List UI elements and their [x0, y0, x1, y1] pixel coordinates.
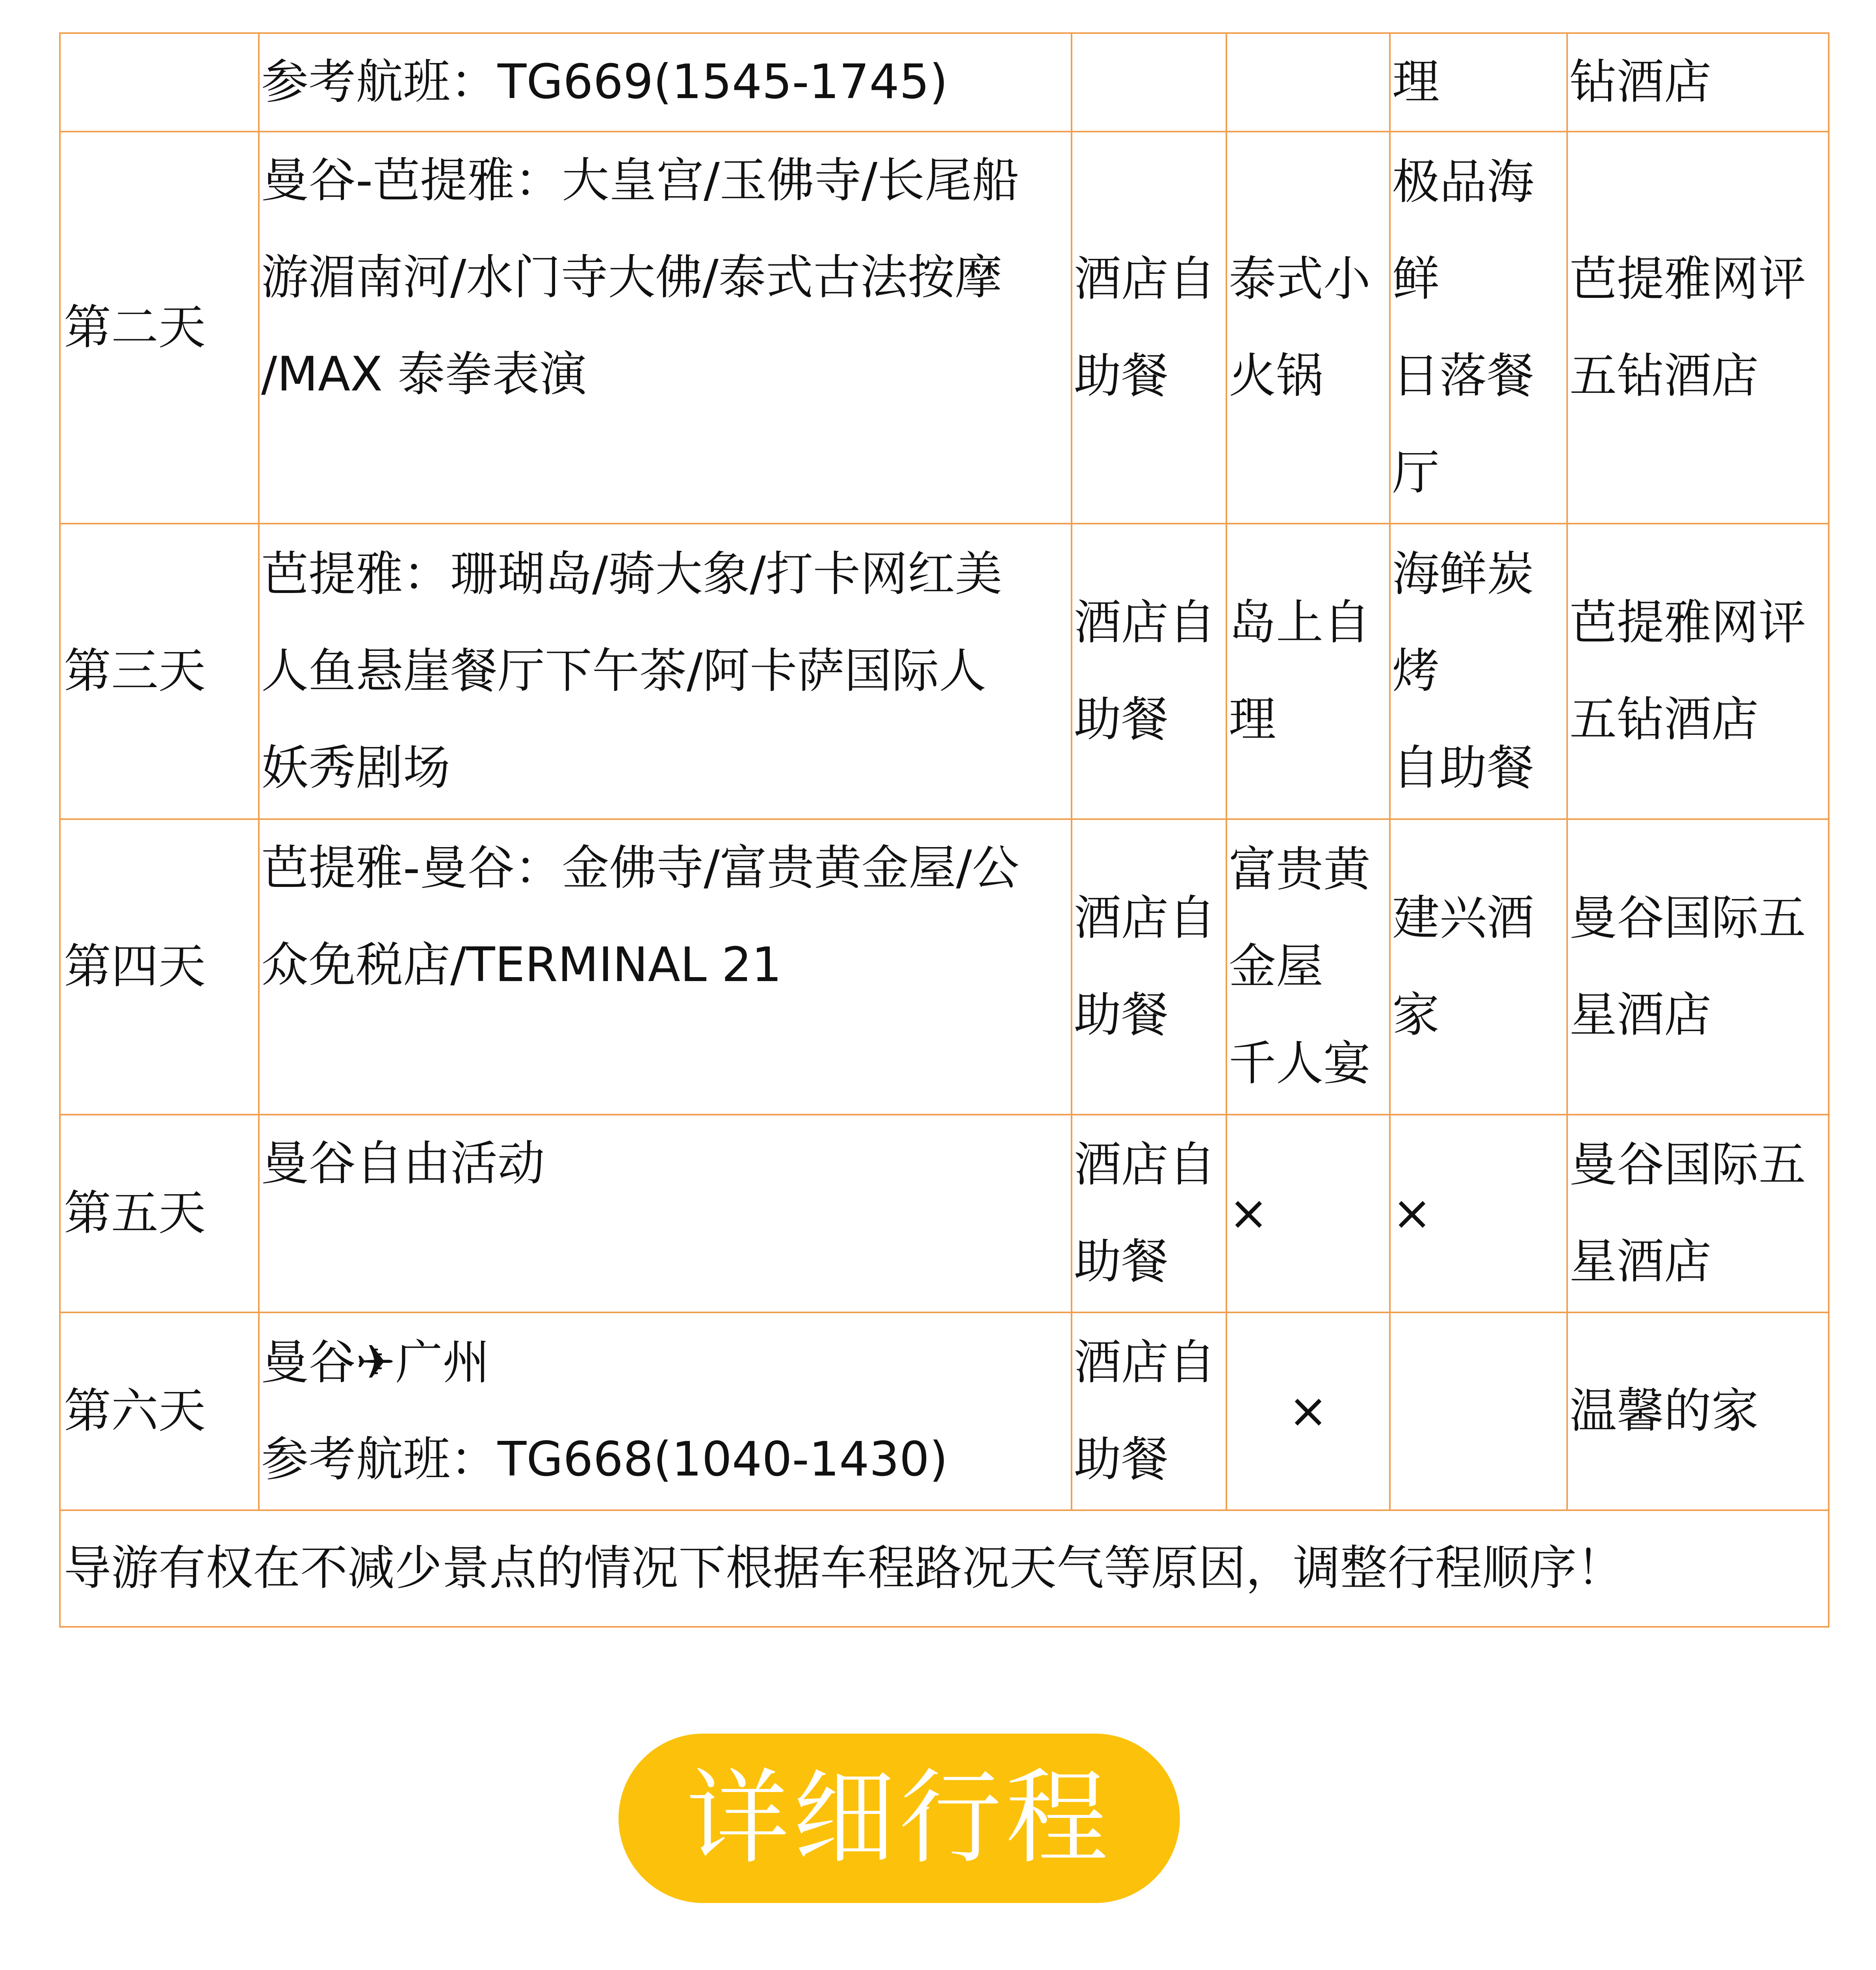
- itinerary-cell: 芭提雅：珊瑚岛/骑大象/打卡网红美 人鱼悬崖餐厅下午茶/阿卡萨国际人 妖秀剧场: [259, 524, 1072, 819]
- day-cell: [60, 33, 259, 132]
- table-row: [60, 33, 1829, 132]
- hotel-cell: 曼谷国际五 星酒店: [1567, 819, 1829, 1115]
- hotel-cell: 钻酒店: [1567, 33, 1829, 132]
- breakfast-cell: [1072, 33, 1226, 132]
- lunch-cell: [1226, 33, 1390, 132]
- hotel-cell: 曼谷国际五 星酒店: [1567, 1115, 1829, 1312]
- hotel-cell: 芭提雅网评 五钻酒店: [1567, 524, 1829, 819]
- itinerary-note: 导游有权在不减少景点的情况下根据车程路况天气等原因，调整行程顺序！: [60, 1510, 1829, 1627]
- lunch-cell: ×: [1226, 1115, 1390, 1312]
- section-title-badge: 详细行程: [619, 1734, 1180, 1903]
- dinner-cell: 海鲜炭 烤 自助餐: [1390, 524, 1567, 819]
- breakfast-cell: 酒店自 助餐: [1072, 524, 1226, 819]
- hotel-cell: 温馨的家: [1567, 1312, 1829, 1510]
- day-cell: 第三天: [60, 524, 259, 819]
- table-row: [60, 819, 1829, 1115]
- itinerary-cell: 曼谷自由活动: [259, 1115, 1072, 1312]
- breakfast-cell: 酒店自 助餐: [1072, 1312, 1226, 1510]
- lunch-cell: ×: [1226, 1312, 1390, 1510]
- breakfast-cell: 酒店自 助餐: [1072, 819, 1226, 1115]
- dinner-cell: 极品海 鲜 日落餐 厅: [1390, 132, 1567, 524]
- day-cell: 第六天: [60, 1312, 259, 1510]
- dinner-cell: 建兴酒 家: [1390, 819, 1567, 1115]
- itinerary-cell: 参考航班：TG669(1545-1745): [259, 33, 1072, 132]
- breakfast-cell: 酒店自 助餐: [1072, 1115, 1226, 1312]
- dinner-cell: ×: [1390, 1115, 1567, 1312]
- table-row: [60, 132, 1829, 524]
- itinerary-cell: 曼谷-芭提雅：大皇宫/玉佛寺/长尾船 游湄南河/水门寺大佛/泰式古法按摩 /MAX 泰拳表演: [259, 132, 1072, 524]
- table-note-row: [60, 1510, 1829, 1627]
- itinerary-cell: 芭提雅-曼谷：金佛寺/富贵黄金屋/公 众免税店/TERMINAL 21: [259, 819, 1072, 1115]
- breakfast-cell: 酒店自 助餐: [1072, 132, 1226, 524]
- table-row: [60, 1115, 1829, 1312]
- day-cell: 第二天: [60, 132, 259, 524]
- lunch-cell: 岛上自 理: [1226, 524, 1390, 819]
- table-row: [60, 524, 1829, 819]
- dinner-cell: [1390, 1312, 1567, 1510]
- dinner-cell: 理: [1390, 33, 1567, 132]
- day-cell: 第五天: [60, 1115, 259, 1312]
- day-cell: 第四天: [60, 819, 259, 1115]
- lunch-cell: 富贵黄 金屋 千人宴: [1226, 819, 1390, 1115]
- lunch-cell: 泰式小 火锅: [1226, 132, 1390, 524]
- itinerary-summary-table: [59, 32, 1830, 1628]
- itinerary-cell: 曼谷✈广州 参考航班：TG668(1040-1430): [259, 1312, 1072, 1510]
- hotel-cell: 芭提雅网评 五钻酒店: [1567, 132, 1829, 524]
- table-row: [60, 1312, 1829, 1510]
